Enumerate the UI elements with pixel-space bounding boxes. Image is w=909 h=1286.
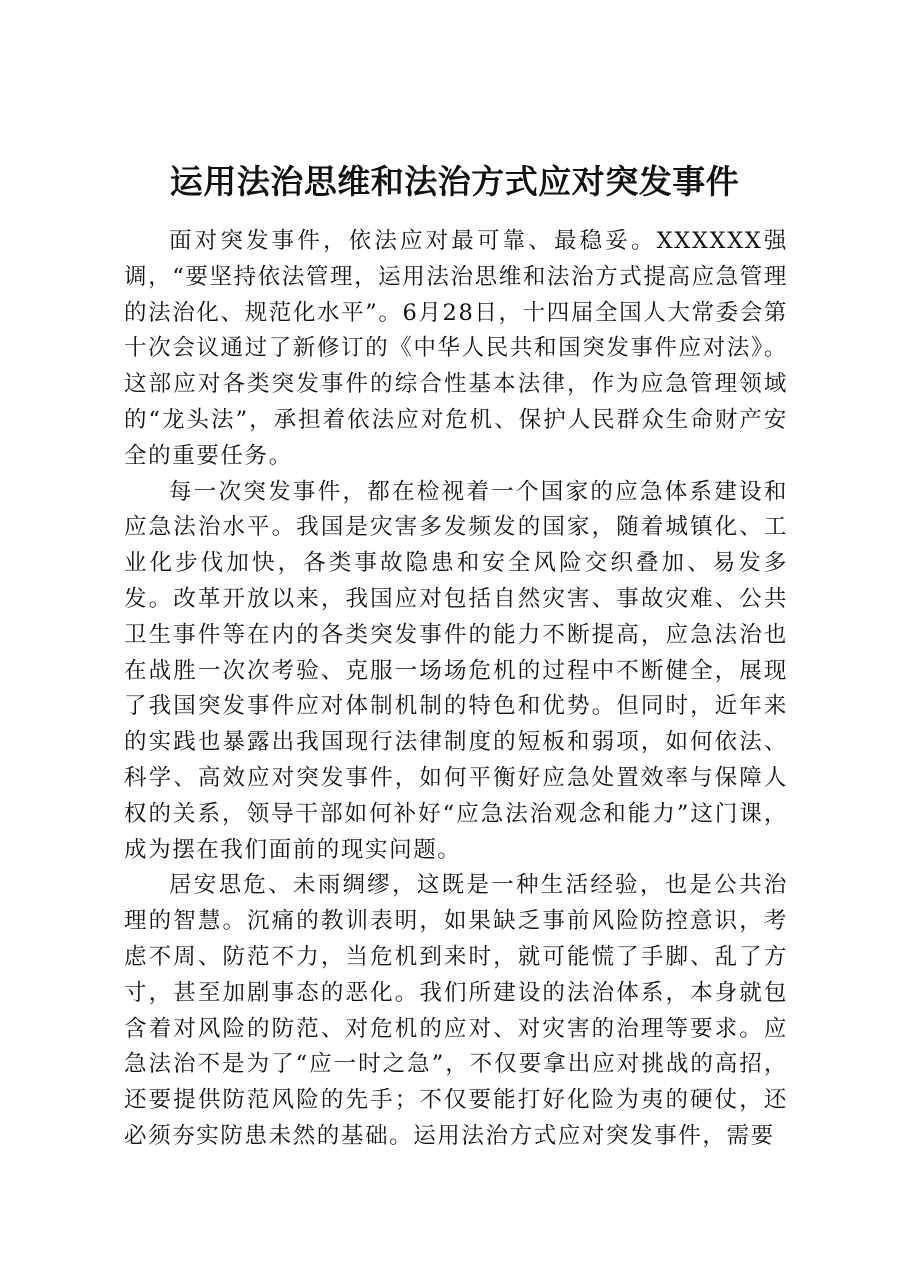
document-body [124,224,788,1155]
paragraph-2: 每一次突发事件，都在检视着一个国家的应急体系建设和应急法治水平。我国是灾害多发频发的国家，随着城镇化、工业化步伐加快，各类事故隐患和安全风险交织叠加、易发多发。改革开放以来，我国应对包括自然灾害、事故灾难、公共卫生事件等在内的各类突发事件的能力不断提高，应急法治也在战胜一次次考验、克服一场场危机的过程中不断健全，展现了我国突发事件应对体制机制的特色和优势。但同时，近年来的实践也暴露出我国现行法律制度的短板和弱项，如何依法、科学、高效应对突发事件，如何平衡好应急处置效率与保障人权的关系，领导干部如何补好“应急法治观念和能力”这门课，成为摆在我们面前的现实问题。 [124,478,788,863]
paragraph-1: 面对突发事件，依法应对最可靠、最稳妥。XXXXXX强调，“要坚持依法管理，运用法治思维和法治方式提高应急管理的法治化、规范化水平”。6月28日，十四届全国人大常委会第十次会议通过了新修订的《中华人民共和国突发事件应对法》。这部应对各类突发事件的综合性基本法律，作为应急管理领域的“龙头法”，承担着依法应对危机、保护人民群众生命财产安全的重要任务。 [124,228,788,469]
paragraph-3: 居安思危、未雨绸缪，这既是一种生活经验，也是公共治理的智慧。沉痛的教训表明，如果缺乏事前风险防控意识，考虑不周、防范不力，当危机到来时，就可能慌了手脚、乱了方寸，甚至加剧事态的恶化。我们所建设的法治体系，本身就包含着对风险的防范、对危机的应对、对灾害的治理等要求。应急法治不是为了“应一时之急”，不仅要拿出应对挑战的高招，还要提供防范风险的先手；不仅要能打好化险为夷的硬仗，还必须夯实防患未然的基础。运用法治方式应对突发事件，需要 [124,872,788,1149]
document-title: 运用法治思维和法治方式应对突发事件 [169,162,740,201]
